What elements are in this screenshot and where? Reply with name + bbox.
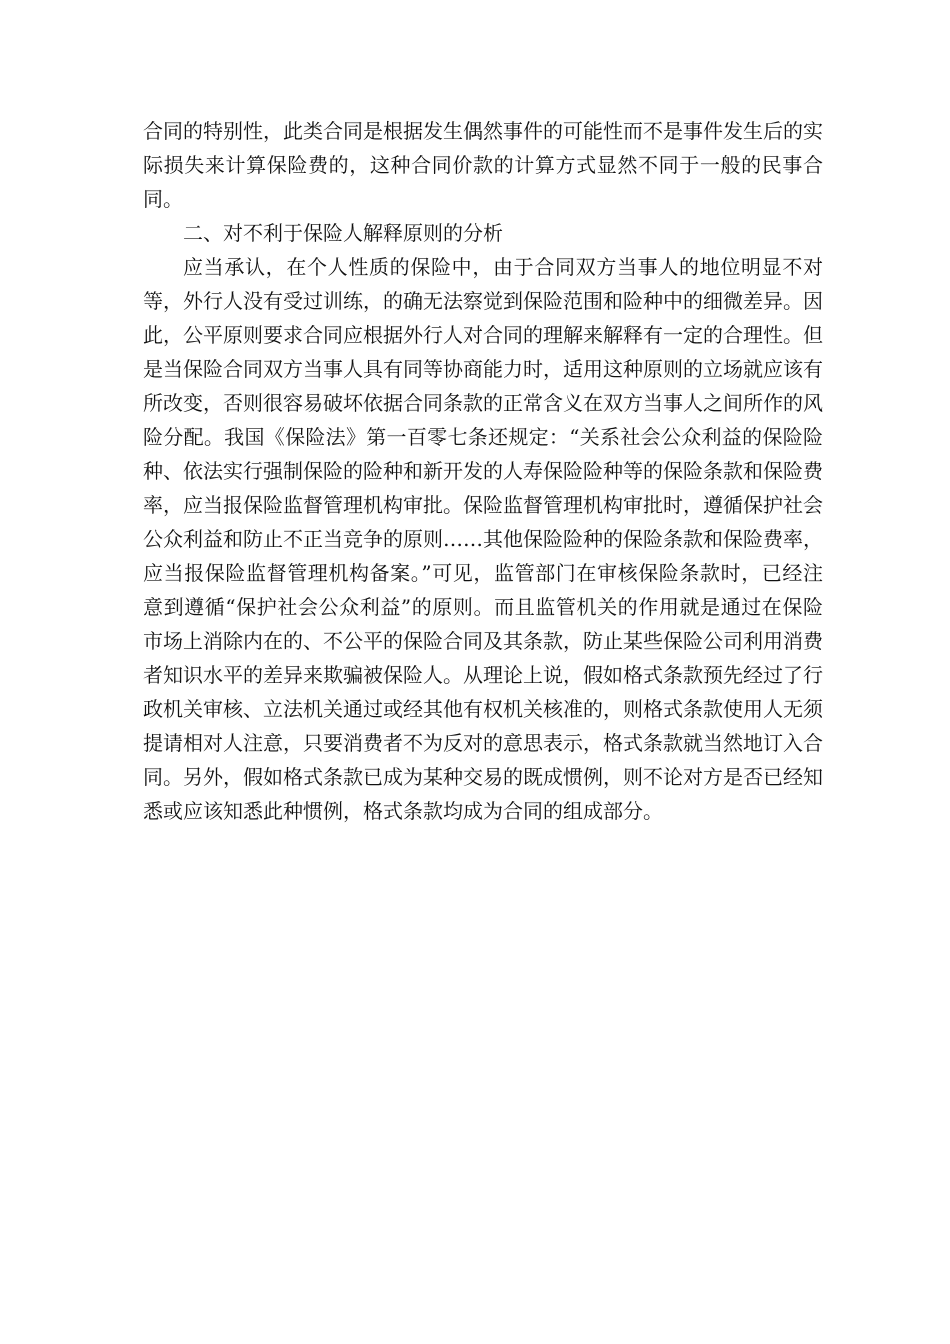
section-heading: 二、对不利于保险人解释原则的分析	[183, 221, 503, 245]
paragraph-continuation: 合同的特别性，此类合同是根据发生偶然事件的可能性而不是事件发生后的实际损失来计算保险费的，这种合同价款的计算方式显然不同于一般的民事合同。	[143, 119, 823, 211]
document-body	[143, 114, 823, 828]
paragraph-main: 应当承认，在个人性质的保险中，由于合同双方当事人的地位明显不对等，外行人没有受过训练，的确无法察觉到保险范围和险种中的细微差异。因此，公平原则要求合同应根据外行人对合同的理解来解释有一定的合理性。但是当保险合同双方当事人具有同等协商能力时，适用这种原则的立场就应该有所改变，否则很容易破坏依据合同条款的正常含义在双方当事人之间所作的风险分配。我国《保险法》第一百零七条还规定：“关系社会公众利益的保险险种、依法实行强制保险的险种和新开发的人寿保险险种等的保险条款和保险费率，应当报保险监督管理机构审批。保险监督管理机构审批时，遵循保护社会公众利益和防止不正当竞争的原则……其他保险险种的保险条款和保险费率，应当报保险监督管理机构备案。”可见，监管部门在审核保险条款时，已经注意到遵循“保护社会公众利益”的原则。而且监管机关的作用就是通过在保险市场上消除内在的、不公平的保险合同及其条款，防止某些保险公司利用消费者知识水平的差异来欺骗被保险人。从理论上说，假如格式条款预先经过了行政机关审核、立法机关通过或经其他有权机关核准的，则格式条款使用人无须提请相对人注意，只要消费者不为反对的意思表示，格式条款就当然地订入合同。另外，假如格式条款已成为某种交易的既成惯例，则不论对方是否已经知悉或应该知悉此种惯例，格式条款均成为合同的组成部分。	[143, 255, 823, 823]
